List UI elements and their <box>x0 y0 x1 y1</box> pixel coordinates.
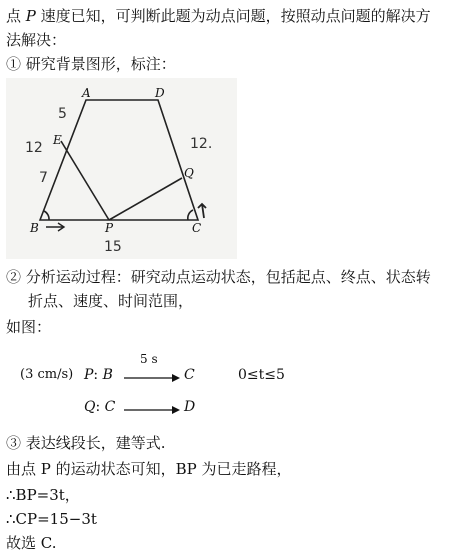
solution-line-1: 由点 P 的运动状态可知，BP 为已走路程， <box>6 460 292 478</box>
arrow-c <box>198 204 206 218</box>
handwritten-bottom: 15 <box>104 239 122 255</box>
vertex-d-label: D <box>155 86 165 100</box>
step-1-heading: ① 研究背景图形，标注： <box>6 55 176 73</box>
angle-c-arc <box>188 210 193 220</box>
trapezoid-diagram <box>6 78 237 259</box>
q-motion-label: Q: C <box>84 399 116 415</box>
vertex-b-label: B <box>30 221 39 235</box>
vertex-c-label: C <box>192 221 202 235</box>
trapezoid-figure <box>6 78 237 259</box>
arrow-b <box>46 223 64 231</box>
vertex-e-label: E <box>53 133 62 147</box>
q-end-label: D <box>184 399 196 415</box>
answer: 故选 C. <box>6 534 57 552</box>
step-3-heading: ③ 表达线段长，建等式. <box>6 434 166 452</box>
p-time-label: 5 s <box>140 352 158 366</box>
angle-b-arc <box>44 211 49 220</box>
p-arrow <box>122 372 182 384</box>
as-shown-label: 如图： <box>6 318 52 336</box>
handwritten-left: 12 <box>25 140 43 156</box>
segment-ep <box>61 141 109 220</box>
intro-line-1: 点 P 速度已知，可判断此题为动点问题，按照动点问题的解决方 <box>6 7 431 25</box>
p-end-label: C <box>184 367 195 383</box>
q-arrow <box>122 404 182 416</box>
step-2-line-1: ② 分析运动过程：研究动点运动状态，包括起点、终点、状态转 <box>6 268 431 286</box>
vertex-p-label: P <box>105 221 114 235</box>
handwritten-right: 12. <box>190 136 213 152</box>
bp-equation: ∴BP=3t， <box>6 486 80 504</box>
handwritten-eb: 7 <box>39 170 48 186</box>
segment-pq <box>109 178 182 220</box>
speed-label: (3 cm/s) <box>20 367 74 382</box>
cp-equation: ∴CP=15−3t <box>6 510 97 528</box>
time-range: 0≤t≤5 <box>238 367 285 383</box>
vertex-q-label: Q <box>184 166 194 180</box>
p-motion-label: P: B <box>84 367 113 383</box>
handwritten-ae: 5 <box>58 106 67 122</box>
step-2-line-2: 折点、速度、时间范围， <box>28 292 194 310</box>
intro-line-2: 法解决： <box>6 31 67 49</box>
vertex-a-label: A <box>82 86 91 100</box>
